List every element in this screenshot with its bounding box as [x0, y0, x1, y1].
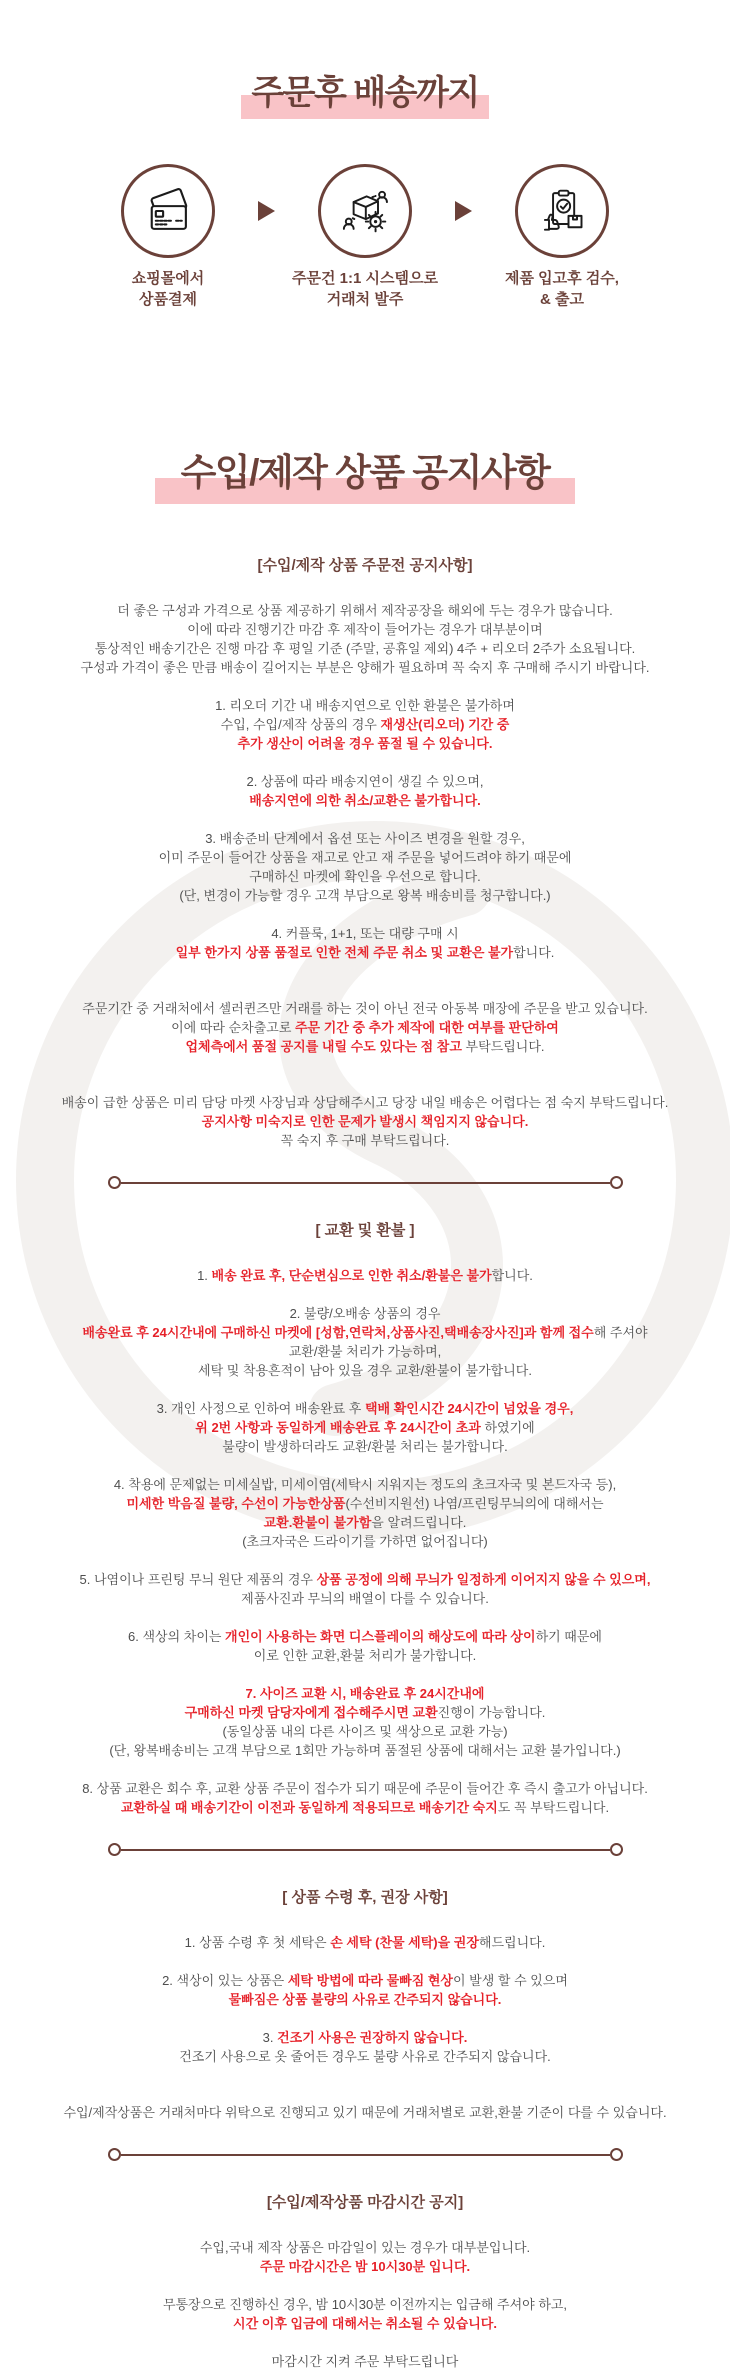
notice-line — [45, 1437, 685, 1456]
notice-line — [45, 791, 685, 810]
body-text: 이에 따라 진행기간 마감 후 제작이 들어가는 경우가 대부분이며 — [187, 622, 543, 638]
body-text: 2. 색상이 있는 상품은 — [162, 1973, 288, 1989]
body-text: 1. 상품 수령 후 첫 세탁은 — [184, 1935, 331, 1951]
notice-line — [45, 696, 685, 715]
notice-line — [45, 943, 685, 962]
section-divider — [108, 1843, 623, 1856]
notice-heading — [15, 2191, 715, 2212]
shipping-notice-page — [15, 0, 715, 2370]
body-text: 건조기 사용으로 옷 줄어든 경우도 불량 사유로 간주되지 않습니다. — [179, 2049, 551, 2065]
emphasis-text: 배송완료 후 24시간내에 구매하신 마켓에 [성함,연락처,상품사진,택배송장사진]과 함께 접수 — [82, 1325, 594, 1341]
body-text: 통상적인 배송기간은 진행 마감 후 평일 기준 (주말, 공휴일 제외) 4주 + 리오더 2주가 소요됩니다. — [94, 641, 636, 657]
arrow-right-icon — [455, 201, 472, 221]
emphasis-text: 주문 기간 중 추가 제작에 대한 여부를 판단하여 — [294, 1020, 559, 1036]
body-text: 제품사진과 무늬의 배열이 다를 수 있습니다. — [241, 1591, 489, 1607]
step-label-line: 주문건 1:1 시스템으로 — [292, 270, 438, 288]
step-label — [505, 268, 619, 310]
notice-line — [45, 1304, 685, 1323]
notice-line — [45, 829, 685, 848]
notice-line — [45, 1361, 685, 1380]
notice-paragraph — [45, 2028, 685, 2066]
notice-paragraph — [45, 924, 685, 962]
notice-paragraph — [45, 1304, 685, 1380]
notice-heading — [15, 554, 715, 575]
notice-line — [45, 1570, 685, 1589]
body-text: (동일상품 내의 다른 사이즈 및 색상으로 교환 가능) — [222, 1724, 508, 1740]
notice-line — [45, 772, 685, 791]
emphasis-text: 위 2번 사항과 동일하게 배송완료 후 24시간이 초과 — [195, 1420, 481, 1436]
emphasis-text: 추가 생산이 어려울 경우 품절 될 수 있습니다. — [237, 736, 493, 752]
notice-line — [45, 1627, 685, 1646]
emphasis-text: 택배 확인시간 24시간이 넘었을 경우, — [364, 1401, 574, 1417]
emphasis-text: 개인이 사용하는 화면 디스플레이의 해상도에 따라 상이 — [225, 1629, 536, 1645]
notice-line — [45, 1037, 685, 1056]
notice-line — [45, 1093, 685, 1112]
body-text: 2. 불량/오배송 상품의 경우 — [289, 1306, 441, 1322]
body-text: 불량이 발생하더라도 교환/환불 처리는 불가합니다. — [222, 1439, 508, 1455]
notice-paragraph — [45, 1399, 685, 1456]
divider-ring-icon — [610, 1176, 623, 1189]
body-text: 이미 주문이 들어간 상품을 재고로 안고 재 주문을 넣어드려야 하기 때문에 — [158, 850, 572, 866]
step-circle — [515, 164, 609, 258]
divider-ring-icon — [108, 2148, 121, 2161]
body-text: [ 상품 수령 후, 권장 사항] — [282, 1889, 448, 1907]
notice-line — [15, 554, 715, 575]
notice-line — [45, 1798, 685, 1817]
notice-paragraph — [45, 1266, 685, 1285]
emphasis-text: 배송 완료 후, 단순변심으로 인한 취소/환불은 불가 — [211, 1268, 492, 1284]
notice-paragraph — [45, 772, 685, 810]
notice-line — [45, 1266, 685, 1285]
notice-heading — [15, 1219, 715, 1240]
body-text: (수선비지원선) 나염/프린팅무늬의에 대해서는 — [345, 1496, 604, 1512]
notice-line — [45, 848, 685, 867]
notice-line — [45, 1513, 685, 1532]
notice-line — [45, 734, 685, 753]
step-label — [132, 268, 204, 310]
body-text: 3. 개인 사정으로 인하여 배송완료 후 — [156, 1401, 365, 1417]
notice-line — [45, 1703, 685, 1722]
notice-paragraph — [45, 1093, 685, 1150]
notice-line — [45, 715, 685, 734]
body-text: (단, 변경이 가능할 경우 고객 부담으로 왕복 배송비를 청구합니다.) — [179, 888, 551, 904]
body-text: 진행이 가능합니다. — [437, 1705, 546, 1721]
emphasis-text: 배송지연에 의한 취소/교환은 불가합니다. — [249, 793, 481, 809]
section-divider — [108, 2148, 623, 2161]
notice-paragraph — [45, 1971, 685, 2009]
notice-line — [45, 1112, 685, 1131]
notice-line — [15, 1219, 715, 1240]
body-text: 4. 커플룩, 1+1, 또는 대량 구매 시 — [271, 926, 459, 942]
notice-line — [45, 1342, 685, 1361]
body-text: 합니다. — [513, 945, 555, 961]
body-text: 1. — [197, 1268, 212, 1284]
notice-line — [45, 1532, 685, 1551]
notice-line — [45, 2238, 685, 2257]
notice-line — [45, 1933, 685, 1952]
divider-ring-icon — [108, 1843, 121, 1856]
inspection-shipping-icon — [536, 185, 588, 237]
order-flow-section — [15, 0, 715, 310]
notice-paragraph — [45, 696, 685, 753]
body-text: 교환/환불 처리가 가능하며, — [288, 1344, 442, 1360]
body-text: 수입/제작상품은 거래처마다 위탁으로 진행되고 있기 때문에 거래처별로 교환,환불 기준이 다를 수 있습니다. — [63, 2105, 667, 2121]
body-text: 1. 리오더 기간 내 배송지연으로 인한 환불은 불가하며 — [215, 698, 515, 714]
notice-paragraph — [45, 1933, 685, 1952]
body-text: 2. 상품에 따라 배송지연이 생길 수 있으며, — [246, 774, 484, 790]
flow-title — [251, 73, 478, 114]
notice-line — [45, 1990, 685, 2009]
emphasis-text: 7. 사이즈 교환 시, 배송완료 후 24시간내에 — [245, 1686, 485, 1702]
flow-step-payment — [84, 164, 252, 310]
notice-line — [45, 1741, 685, 1760]
notice-line — [45, 601, 685, 620]
notice-line — [45, 658, 685, 677]
notice-body — [15, 554, 715, 2371]
step-label-line: 제품 입고후 검수, — [505, 270, 619, 288]
notice-title — [181, 451, 550, 495]
body-text: 무통장으로 진행하신 경우, 밤 10시30분 이전까지는 입금해 주셔야 하고, — [162, 2297, 568, 2313]
body-text: 4. 착용에 문제없는 미세실밥, 미세이염(세탁시 지워지는 정도의 초크자국 및 본드자국 등), — [113, 1477, 617, 1493]
body-text: 구매하신 마켓에 확인을 우선으로 합니다. — [249, 869, 481, 885]
notice-paragraph — [45, 2103, 685, 2122]
notice-line — [45, 2257, 685, 2276]
notice-line — [45, 886, 685, 905]
notice-line — [45, 924, 685, 943]
divider-line — [121, 1849, 610, 1852]
step-label-line: 상품결제 — [139, 291, 197, 309]
notice-line — [45, 1779, 685, 1798]
body-text: 수입, 수입/제작 상품의 경우 — [220, 717, 381, 733]
notice-heading — [15, 1886, 715, 1907]
notice-line — [45, 620, 685, 639]
body-text: 해드립니다. — [478, 1935, 546, 1951]
notice-paragraph — [45, 829, 685, 905]
notice-paragraph — [45, 2352, 685, 2371]
notice-line — [45, 639, 685, 658]
body-text: 하기 때문에 — [535, 1629, 602, 1645]
body-text: [ 교환 및 환불 ] — [315, 1222, 415, 1240]
notice-line — [45, 2352, 685, 2371]
notice-line — [45, 1646, 685, 1665]
flow-step-order-system — [281, 164, 449, 310]
arrow-right-icon — [258, 201, 275, 221]
notice-line — [45, 1589, 685, 1608]
divider-ring-icon — [108, 1176, 121, 1189]
credit-cards-icon — [142, 185, 194, 237]
body-text: 이에 따라 순차출고로 — [171, 1020, 295, 1036]
step-label — [292, 268, 438, 310]
body-text: 8. 상품 교환은 회수 후, 교환 상품 주문이 접수가 되기 때문에 주문이 들어간 후 즉시 출고가 아닙니다. — [82, 1781, 648, 1797]
body-text: [수입/제작 상품 주문전 공지사항] — [257, 557, 473, 575]
notice-title-text: 수입/제작 상품 공지사항 — [180, 452, 550, 494]
step-label-line: & 출고 — [540, 291, 584, 309]
notice-line — [45, 867, 685, 886]
body-text: [수입/제작상품 마감시간 공지] — [266, 2194, 464, 2212]
body-text: 더 좋은 구성과 가격으로 상품 제공하기 위해서 제작공장을 해외에 두는 경우가 많습니다. — [117, 603, 613, 619]
notice-line — [15, 2191, 715, 2212]
notice-paragraph — [45, 1684, 685, 1760]
notice-line — [45, 1323, 685, 1342]
notice-paragraph — [45, 2295, 685, 2333]
emphasis-text: 시간 이후 입금에 대해서는 취소될 수 있습니다. — [233, 2316, 497, 2332]
emphasis-text: 상품 공정에 의해 무늬가 일정하게 이어지지 않을 수 있으며, — [316, 1572, 651, 1588]
notice-paragraph — [45, 1570, 685, 1608]
body-text: 을 알려드립니다. — [371, 1515, 467, 1531]
divider-line — [121, 2154, 610, 2157]
notice-paragraph — [45, 601, 685, 677]
body-text: 주문기간 중 거래처에서 셀러퀸즈만 거래를 하는 것이 아닌 전국 아동복 매장에 주문을 받고 있습니다. — [82, 1001, 648, 1017]
flow-step-inspection — [478, 164, 646, 310]
body-text: (단, 왕복배송비는 고객 부담으로 1회만 가능하며 품절된 상품에 대해서는 교환 불가입니다.) — [109, 1743, 621, 1759]
notice-line — [15, 1886, 715, 1907]
step-label-line: 거래처 발주 — [326, 291, 404, 309]
body-text: 합니다. — [491, 1268, 533, 1284]
notice-line — [45, 999, 685, 1018]
body-text: 3. — [262, 2030, 278, 2046]
notice-line — [45, 2047, 685, 2066]
notice-line — [45, 1018, 685, 1037]
emphasis-text: 구매하신 마켓 담당자에게 접수해주시면 교환 — [184, 1705, 438, 1721]
notice-line — [45, 1131, 685, 1150]
notice-line — [45, 1722, 685, 1741]
notice-line — [45, 2314, 685, 2333]
emphasis-text: 세탁 방법에 따라 물빠짐 현상 — [287, 1973, 453, 1989]
emphasis-text: 주문 마감시간은 밤 10시30분 입니다. — [259, 2259, 471, 2275]
emphasis-text: 공지사항 미숙지로 인한 문제가 발생시 책임지지 않습니다. — [201, 1114, 529, 1130]
body-text: 3. 배송준비 단계에서 옵션 또는 사이즈 변경을 원할 경우, — [205, 831, 525, 847]
body-text: 도 꼭 부탁드립니다. — [497, 1800, 610, 1816]
body-text: (초크자국은 드라이기를 가하면 없어집니다) — [242, 1534, 488, 1550]
body-text: 부탁드립니다. — [461, 1039, 545, 1055]
emphasis-text: 물빠짐은 상품 불량의 사유로 간주되지 않습니다. — [228, 1992, 502, 2008]
body-text: 5. 나염이나 프린팅 무늬 원단 제품의 경우 — [79, 1572, 317, 1588]
body-text: 하였기에 — [480, 1420, 535, 1436]
body-text: 수입,국내 제작 상품은 마감일이 있는 경우가 대부분입니다. — [199, 2240, 531, 2256]
step-circle — [318, 164, 412, 258]
emphasis-text: 재생산(리오더) 기간 중 — [380, 717, 510, 733]
notice-paragraph — [45, 1475, 685, 1551]
notice-line — [45, 1494, 685, 1513]
emphasis-text: 손 세탁 (찬물 세탁)을 권장 — [330, 1935, 479, 1951]
notice-paragraph — [45, 1779, 685, 1817]
body-text: 세탁 및 착용흔적이 남아 있을 경우 교환/환불이 불가합니다. — [198, 1363, 532, 1379]
order-system-icon — [339, 185, 391, 237]
body-text: 6. 색상의 차이는 — [128, 1629, 226, 1645]
notice-line — [45, 2103, 685, 2122]
emphasis-text: 일부 한가지 상품 품절로 인한 전체 주문 취소 및 교환은 불가 — [175, 945, 514, 961]
body-text: 배송이 급한 상품은 미리 담당 마켓 사장님과 상담해주시고 당장 내일 배송은 어렵다는 점 숙지 부탁드립니다. — [61, 1095, 669, 1111]
emphasis-text: 교환하실 때 배송기간이 이전과 동일하게 적용되므로 배송기간 숙지 — [120, 1800, 498, 1816]
body-text: 이로 인한 교환,환불 처리가 불가합니다. — [253, 1648, 477, 1664]
notice-paragraph — [45, 999, 685, 1056]
notice-line — [45, 1971, 685, 1990]
body-text: 마감시간 지켜 주문 부탁드립니다 — [271, 2354, 459, 2370]
notice-paragraph — [45, 2238, 685, 2276]
section-divider — [108, 1176, 623, 1189]
emphasis-text: 교환.환불이 불가함 — [263, 1515, 372, 1531]
flow-title-text: 주문후 배송까지 — [251, 73, 479, 112]
divider-ring-icon — [610, 1843, 623, 1856]
notice-line — [45, 2295, 685, 2314]
notice-line — [45, 2028, 685, 2047]
page-content — [15, 0, 715, 2371]
body-text: 이 발생 할 수 있으며 — [453, 1973, 568, 1989]
emphasis-text: 업체측에서 품절 공지를 내릴 수도 있다는 점 참고 — [185, 1039, 462, 1055]
step-circle — [121, 164, 215, 258]
notice-section — [15, 426, 715, 2371]
notice-line — [45, 1684, 685, 1703]
divider-ring-icon — [610, 2148, 623, 2161]
body-text: 꼭 숙지 후 구매 부탁드립니다. — [280, 1133, 450, 1149]
notice-paragraph — [45, 1627, 685, 1665]
body-text: 구성과 가격이 좋은 만큼 배송이 길어지는 부분은 양해가 필요하며 꼭 숙지 후 구매해 주시기 바랍니다. — [80, 660, 650, 676]
flow-steps — [15, 164, 715, 310]
step-label-line: 쇼핑몰에서 — [131, 270, 205, 288]
divider-line — [121, 1182, 610, 1185]
emphasis-text: 미세한 박음질 불량, 수선이 가능한상품 — [126, 1496, 346, 1512]
notice-line — [45, 1418, 685, 1437]
body-text: 해 주셔야 — [593, 1325, 648, 1341]
notice-line — [45, 1399, 685, 1418]
emphasis-text: 건조기 사용은 권장하지 않습니다. — [277, 2030, 468, 2046]
notice-line — [45, 1475, 685, 1494]
